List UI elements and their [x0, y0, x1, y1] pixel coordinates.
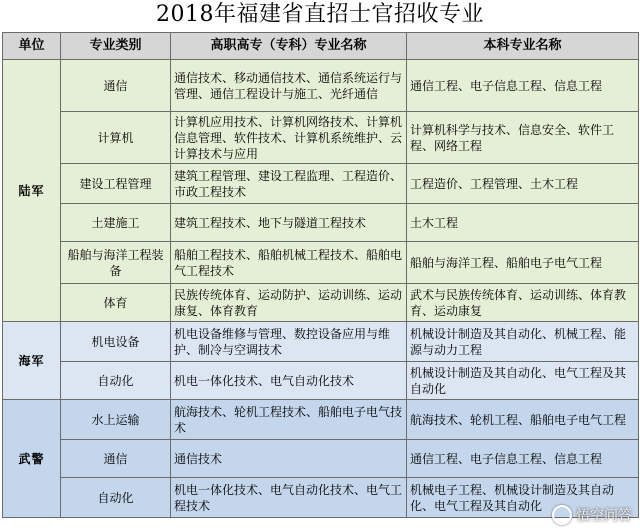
table-row — [3, 242, 639, 284]
table-row — [3, 478, 639, 518]
unit-police: 武警 — [3, 400, 61, 518]
bachelor-cell: 航海技术、轮机工程、船舶电子电气工程 — [407, 400, 639, 440]
vocational-cell: 机电一体化技术、电气自动化技术 — [171, 362, 407, 400]
header-row — [3, 33, 639, 60]
header-unit: 单位 — [3, 33, 61, 60]
major-table — [2, 32, 639, 518]
vocational-cell: 计算机应用技术、计算机网络技术、计算机信息管理、软件技术、计算机系统维护、云计算技术与应用 — [171, 112, 407, 164]
vocational-cell: 通信技术 — [171, 440, 407, 478]
vocational-cell: 建筑工程管理、建设工程监理、工程造价、市政工程技术 — [171, 164, 407, 204]
table-row — [3, 362, 639, 400]
page-title: 2018年福建省直招士官招收专业 — [156, 2, 484, 27]
table-row — [3, 440, 639, 478]
header-bachelor: 本科专业名称 — [407, 33, 639, 60]
category-cell: 通信 — [61, 60, 171, 112]
category-cell: 通信 — [61, 440, 171, 478]
vocational-cell: 机电设备维修与管理、数控设备应用与维护、制冷与空调技术 — [171, 322, 407, 362]
bachelor-cell: 工程造价、工程管理、土木工程 — [407, 164, 639, 204]
bachelor-cell: 计算机科学与技术、信息安全、软件工程、网络工程 — [407, 112, 639, 164]
vocational-cell: 通信技术、移动通信技术、通信系统运行与管理、通信工程设计与施工、光纤通信 — [171, 60, 407, 112]
category-cell: 船舶与海洋工程装备 — [61, 242, 171, 284]
table-row — [3, 322, 639, 362]
watermark-logo-icon — [552, 505, 572, 525]
table-row — [3, 284, 639, 322]
vocational-cell: 建筑工程技术、地下与隧道工程技术 — [171, 204, 407, 242]
category-cell: 建设工程管理 — [61, 164, 171, 204]
header-vocational: 高职高专（专科）专业名称 — [171, 33, 407, 60]
bachelor-cell: 通信工程、电子信息工程、信息工程 — [407, 440, 639, 478]
category-cell: 机电设备 — [61, 322, 171, 362]
vocational-cell: 船舶工程技术、船舶机械工程技术、船舶电气工程技术 — [171, 242, 407, 284]
vocational-cell: 民族传统体育、运动防护、运动训练、运动康复、体育教育 — [171, 284, 407, 322]
vocational-cell: 航海技术、轮机工程技术、船舶电子电气技术 — [171, 400, 407, 440]
category-cell: 自动化 — [61, 362, 171, 400]
unit-army: 陆军 — [3, 60, 61, 322]
table-row — [3, 400, 639, 440]
watermark-text: 悟空问答 — [576, 508, 632, 524]
bachelor-cell: 土木工程 — [407, 204, 639, 242]
category-cell: 计算机 — [61, 112, 171, 164]
category-cell: 水上运输 — [61, 400, 171, 440]
bachelor-cell: 机械电子工程、机械设计制造及其自动化、电气工程及其自动化 — [407, 478, 639, 518]
table-row — [3, 164, 639, 204]
category-cell: 自动化 — [61, 478, 171, 518]
table-row — [3, 204, 639, 242]
watermark — [552, 505, 632, 525]
category-cell: 土建施工 — [61, 204, 171, 242]
category-cell: 体育 — [61, 284, 171, 322]
unit-navy: 海军 — [3, 322, 61, 400]
bachelor-cell: 机械设计制造及其自动化、电气工程及其自动化 — [407, 362, 639, 400]
table-row — [3, 112, 639, 164]
bachelor-cell: 船舶与海洋工程、船舶电子电气工程 — [407, 242, 639, 284]
bachelor-cell: 通信工程、电子信息工程、信息工程 — [407, 60, 639, 112]
table-row — [3, 60, 639, 112]
vocational-cell: 机电一体化技术、电气自动化技术、电气工程技术 — [171, 478, 407, 518]
header-category: 专业类别 — [61, 33, 171, 60]
bachelor-cell: 武术与民族传统体育、运动训练、体育教育、运动康复 — [407, 284, 639, 322]
bachelor-cell: 机械设计制造及其自动化、机械工程、能源与动力工程 — [407, 322, 639, 362]
